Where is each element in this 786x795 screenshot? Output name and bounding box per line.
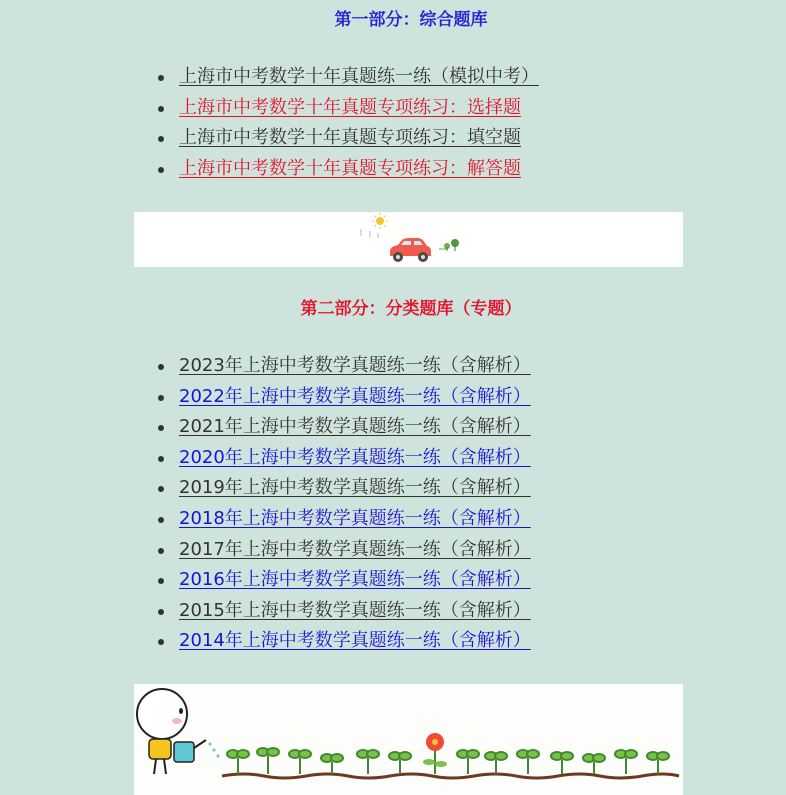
section2-link-list — [0, 351, 531, 657]
flower-icon — [423, 733, 447, 774]
section2-link-1[interactable]: 2022年上海中考数学真题练一练（含解析） — [179, 385, 531, 407]
section2-link-2[interactable]: 2021年上海中考数学真题练一练（含解析） — [179, 416, 531, 438]
bullet-icon — [158, 548, 164, 554]
bullet-icon — [158, 456, 164, 462]
section1-link-list — [0, 62, 539, 184]
car-banner-image — [134, 212, 683, 267]
bullet-icon — [158, 395, 164, 401]
list-item — [0, 382, 531, 413]
list-item — [0, 596, 531, 627]
section2-link-6[interactable]: 2017年上海中考数学真题练一练（含解析） — [179, 538, 531, 560]
bullet-icon — [158, 75, 164, 81]
bullet-icon — [158, 609, 164, 615]
section2-link-3[interactable]: 2020年上海中考数学真题练一练（含解析） — [179, 446, 531, 468]
list-item — [0, 154, 539, 185]
section2-link-4[interactable]: 2019年上海中考数学真题练一练（含解析） — [179, 477, 531, 499]
bullet-icon — [158, 578, 164, 584]
list-item — [0, 412, 531, 443]
section2-link-9[interactable]: 2014年上海中考数学真题练一练（含解析） — [179, 630, 531, 652]
section2-link-5[interactable]: 2018年上海中考数学真题练一练（含解析） — [179, 507, 531, 529]
section2-title: 第二部分：分类题库（专题） — [300, 299, 522, 319]
garden-banner-image — [134, 684, 683, 795]
section1-link-3[interactable]: 上海市中考数学十年真题专项练习：解答题 — [179, 157, 521, 179]
bullet-icon — [158, 136, 164, 142]
rain-lines-icon — [361, 229, 378, 238]
list-item — [0, 351, 531, 382]
list-item — [0, 62, 539, 93]
watering-can-icon — [174, 740, 220, 762]
car-illustration — [134, 212, 683, 267]
list-item — [0, 443, 531, 474]
bullet-icon — [158, 364, 164, 370]
section1-link-0[interactable]: 上海市中考数学十年真题练一练（模拟中考） — [179, 66, 539, 87]
section1-link-1[interactable]: 上海市中考数学十年真题专项练习：选择题 — [179, 96, 521, 118]
section1-link-2[interactable]: 上海市中考数学十年真题专项练习：填空题 — [179, 127, 521, 149]
list-item — [0, 93, 539, 124]
list-item — [0, 626, 531, 657]
list-item — [0, 123, 539, 154]
sprout-row-icon — [227, 748, 669, 774]
list-item — [0, 565, 531, 596]
section1-title: 第一部分：综合题库 — [334, 10, 488, 30]
garden-illustration — [134, 684, 683, 795]
car-icon — [390, 238, 431, 262]
section2-link-8[interactable]: 2015年上海中考数学真题练一练（含解析） — [179, 599, 531, 621]
list-item — [0, 535, 531, 566]
section2-link-7[interactable]: 2016年上海中考数学真题练一练（含解析） — [179, 569, 531, 591]
section2-link-0[interactable]: 2023年上海中考数学真题练一练（含解析） — [179, 355, 531, 376]
tree-icon — [439, 239, 459, 251]
list-item — [0, 504, 531, 535]
bullet-icon — [158, 425, 164, 431]
sun-icon — [372, 213, 388, 229]
bullet-icon — [158, 167, 164, 173]
list-item — [0, 473, 531, 504]
bullet-icon — [158, 486, 164, 492]
bullet-icon — [158, 106, 164, 112]
bullet-icon — [158, 639, 164, 645]
bullet-icon — [158, 517, 164, 523]
